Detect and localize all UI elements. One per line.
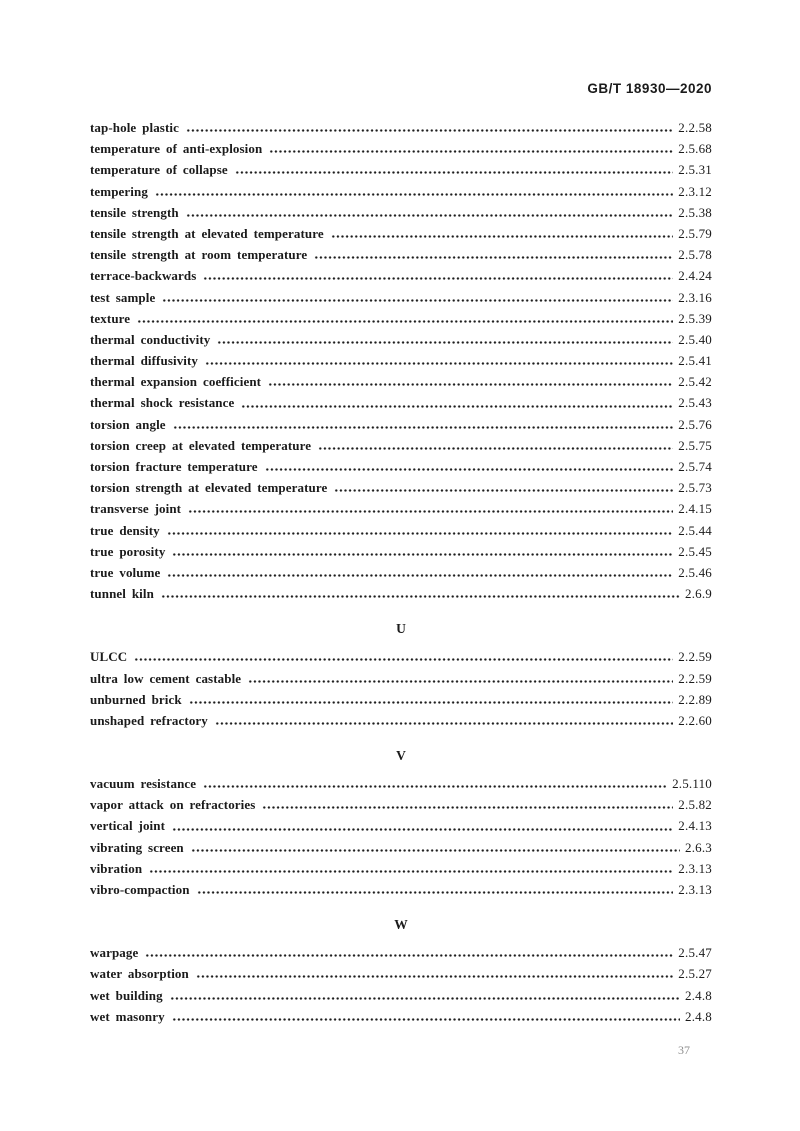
dot-leader [318, 442, 673, 455]
section-ref: 2.5.47 [678, 945, 712, 961]
dot-leader [189, 696, 674, 709]
index-entry [90, 713, 712, 734]
dot-leader [170, 992, 680, 1005]
term-label: true porosity [90, 543, 166, 559]
index-entry [90, 311, 712, 332]
section-ref: 2.5.110 [672, 776, 712, 792]
section-letter: V [396, 748, 406, 764]
dot-leader [197, 886, 674, 899]
dot-leader [161, 590, 680, 603]
section-ref: 2.5.73 [678, 480, 712, 496]
dot-leader [162, 294, 673, 307]
dot-leader [203, 780, 667, 793]
dot-leader [248, 675, 673, 688]
dot-leader [137, 315, 673, 328]
section-ref: 2.5.43 [678, 395, 712, 411]
term-label: torsion creep at elevated temperature [90, 437, 312, 453]
index-entry [90, 797, 712, 818]
term-label: thermal conductivity [90, 331, 211, 347]
index-entry [90, 966, 712, 987]
index-entry [90, 205, 712, 226]
term-label: unburned brick [90, 691, 182, 707]
index-entry [90, 671, 712, 692]
section-ref: 2.4.24 [678, 268, 712, 284]
section-ref: 2.3.13 [678, 882, 712, 897]
index-entry [90, 268, 712, 289]
dot-leader [172, 548, 673, 561]
index-entry [90, 776, 712, 797]
dot-leader [314, 251, 673, 264]
term-label: vibrating screen [90, 839, 184, 855]
section-ref: 2.2.58 [678, 120, 712, 135]
index-entry [90, 438, 712, 459]
section-ref: 2.2.60 [678, 712, 712, 728]
dot-leader [172, 823, 673, 836]
term-label: vibro-compaction [90, 882, 190, 897]
term-label: wet building [90, 987, 163, 1003]
dot-leader [167, 569, 673, 582]
term-label: tunnel kiln [90, 586, 154, 602]
term-label: true volume [90, 564, 161, 580]
section-ref: 2.5.40 [678, 331, 712, 347]
term-label: test sample [90, 289, 156, 305]
dot-leader [186, 209, 674, 222]
index-entry [90, 501, 712, 522]
section-ref: 2.5.41 [678, 353, 712, 369]
term-label: tap-hole plastic [90, 120, 179, 135]
term-label: torsion fracture temperature [90, 459, 258, 474]
section-ref: 2.5.27 [678, 966, 712, 982]
section-ref: 2.4.8 [685, 1008, 712, 1024]
index-entry [90, 861, 712, 882]
index-entry [90, 945, 712, 966]
index-entry [90, 141, 712, 162]
dot-leader [217, 336, 673, 349]
dot-leader [268, 378, 673, 391]
index-entry [90, 290, 712, 311]
section-ref: 2.5.79 [678, 225, 712, 241]
term-label: vacuum resistance [90, 776, 197, 792]
dot-leader [331, 230, 674, 243]
section-ref: 2.4.15 [678, 501, 712, 517]
index-entry [90, 818, 712, 839]
index-entry [90, 226, 712, 247]
standard-code-header: GB/T 18930—2020 [587, 81, 712, 96]
term-label: tensile strength [90, 204, 179, 220]
section-ref: 2.5.31 [678, 162, 712, 178]
term-label: thermal diffusivity [90, 353, 199, 369]
dot-leader [149, 865, 673, 878]
term-label: unshaped refractory [90, 712, 208, 728]
dot-leader [241, 400, 673, 413]
index-entry [90, 692, 712, 713]
index-entry [90, 247, 712, 268]
index-entry [90, 480, 712, 501]
section-ref: 2.5.68 [678, 141, 712, 157]
index-entry [90, 120, 712, 141]
section-ref: 2.2.59 [678, 649, 712, 665]
term-label: torsion angle [90, 416, 166, 432]
dot-leader [205, 357, 673, 370]
section-ref: 2.5.75 [678, 437, 712, 453]
term-label: wet masonry [90, 1008, 165, 1024]
section-ref: 2.4.13 [678, 818, 712, 834]
term-label: warpage [90, 945, 139, 961]
section-ref: 2.4.8 [685, 987, 712, 1003]
term-label: thermal expansion coefficient [90, 374, 262, 390]
dot-leader [215, 717, 673, 730]
section-ref: 2.5.39 [678, 310, 712, 326]
term-label: vertical joint [90, 818, 166, 834]
term-label: vibration [90, 860, 143, 876]
index-entry [90, 353, 712, 374]
dot-leader [134, 653, 673, 666]
dot-leader [167, 527, 674, 540]
index-entry [90, 565, 712, 586]
dot-leader [262, 801, 673, 814]
term-label: terrace-backwards [90, 268, 197, 284]
section-letter: U [396, 621, 406, 637]
term-label: ULCC [90, 649, 128, 665]
section-ref: 2.5.74 [678, 459, 712, 474]
index-entry [90, 544, 712, 565]
term-label: tensile strength at room temperature [90, 247, 308, 263]
dot-leader [334, 484, 673, 497]
term-label: thermal shock resistance [90, 395, 235, 411]
section-ref: 2.5.78 [678, 247, 712, 263]
section-ref: 2.6.9 [685, 586, 712, 602]
term-label: true density [90, 522, 160, 538]
section-ref: 2.5.45 [678, 543, 712, 559]
dot-leader [145, 949, 673, 962]
index-entry [90, 523, 712, 544]
term-label: texture [90, 310, 131, 326]
dot-leader [172, 1013, 680, 1026]
term-label: temperature of collapse [90, 162, 228, 178]
dot-leader [155, 188, 673, 201]
term-label: temperature of anti-explosion [90, 141, 263, 157]
term-label: water absorption [90, 966, 189, 982]
dot-leader [188, 505, 673, 518]
section-ref: 2.5.42 [678, 374, 712, 390]
section-ref: 2.2.59 [678, 670, 712, 686]
dot-leader [173, 421, 674, 434]
index-entry [90, 184, 712, 205]
index-entry [90, 374, 712, 395]
index-entry [90, 459, 712, 480]
index-entry [90, 162, 712, 183]
term-label: vapor attack on refractories [90, 797, 256, 813]
section-letter: W [394, 917, 408, 933]
term-label: torsion strength at elevated temperature [90, 480, 328, 496]
index-entry [90, 1009, 712, 1030]
section-ref: 2.5.76 [678, 416, 712, 432]
section-ref: 2.3.16 [678, 289, 712, 305]
index-entry [90, 417, 712, 438]
term-label: tempering [90, 183, 148, 199]
section-ref: 2.5.44 [678, 522, 712, 538]
term-label: transverse joint [90, 501, 182, 517]
dot-leader [235, 166, 674, 179]
index-list [90, 120, 712, 1030]
index-entry [90, 840, 712, 861]
index-entry [90, 649, 712, 670]
dot-leader [269, 145, 673, 158]
section-ref: 2.5.82 [678, 797, 712, 813]
dot-leader [265, 463, 674, 476]
dot-leader [186, 124, 673, 137]
dot-leader [203, 272, 673, 285]
index-entry [90, 332, 712, 353]
section-ref: 2.3.12 [678, 183, 712, 199]
dot-leader [191, 844, 680, 857]
dot-leader [196, 970, 673, 983]
section-ref: 2.2.89 [678, 691, 712, 707]
index-entry [90, 395, 712, 416]
section-ref: 2.5.38 [678, 204, 712, 220]
index-entry [90, 882, 712, 903]
section-ref: 2.5.46 [678, 564, 712, 580]
section-ref: 2.6.3 [685, 839, 712, 855]
page-number: 37 [678, 1042, 690, 1057]
index-entry [90, 586, 712, 607]
term-label: tensile strength at elevated temperature [90, 225, 324, 241]
section-ref: 2.3.13 [678, 860, 712, 876]
term-label: ultra low cement castable [90, 670, 242, 686]
index-entry [90, 988, 712, 1009]
